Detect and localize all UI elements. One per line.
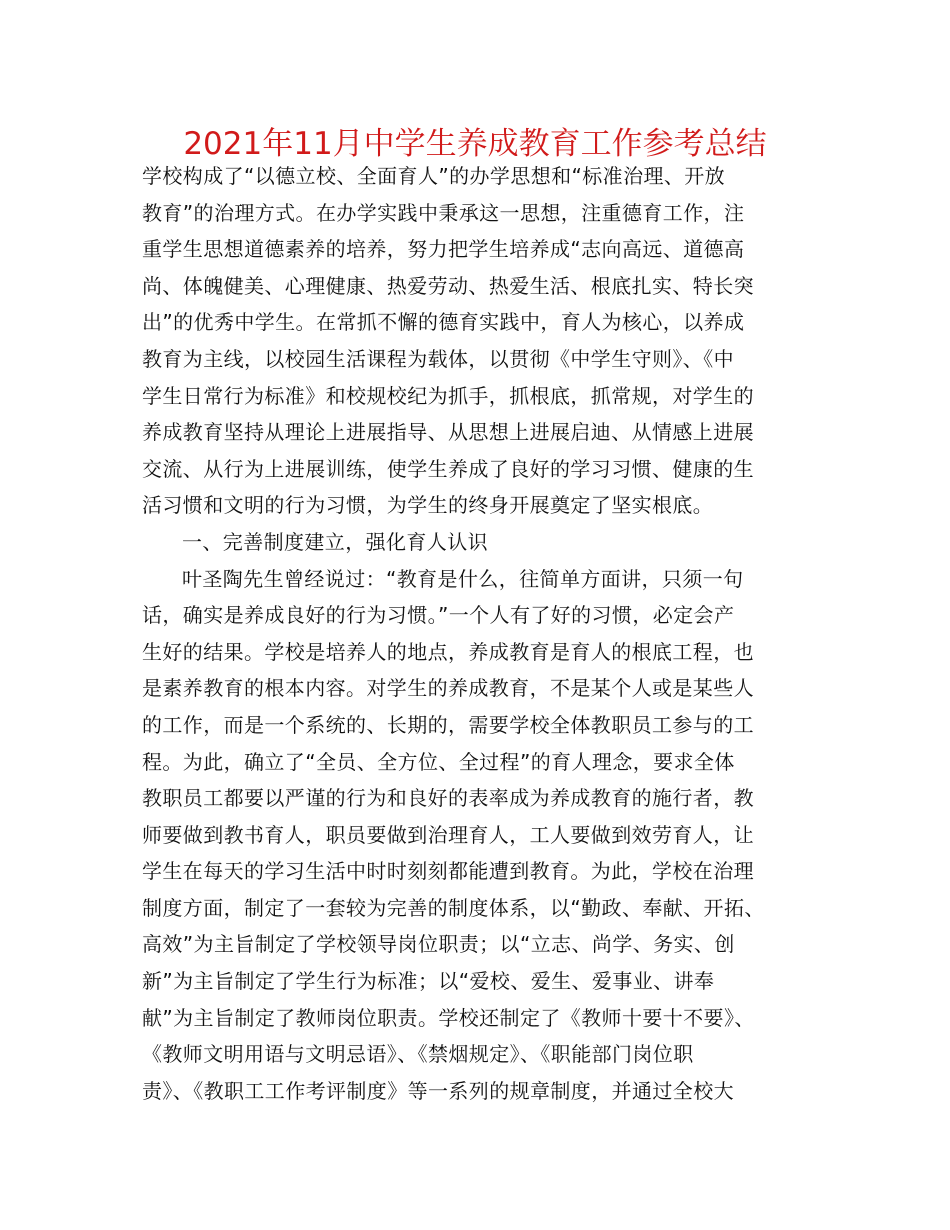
paragraph-line: 制度方面，制定了一套较为完善的制度体系，以“勤政、奉献、开拓、 — [142, 895, 765, 920]
paragraph-line: 教育为主线，以校园生活课程为载体，以贯彻《中学生守则》、《中 — [142, 346, 734, 371]
paragraph-line: 责》、《教职工工作考评制度》等一系列的规章制度，并通过全校大 — [142, 1078, 734, 1103]
paragraph-line: 重学生思想道德素养的培养，努力把学生培养成“志向高远、道德高 — [142, 237, 745, 262]
paragraph-line: 高效”为主旨制定了学校领导岗位职责；以“立志、尚学、务实、创 — [142, 932, 735, 957]
section-heading: 一、完善制度建立，强化育人认识 — [182, 529, 488, 554]
paragraph-line: 尚、体魄健美、心理健康、热爱劳动、热爱生活、根底扎实、特长突 — [142, 273, 754, 298]
document-body — [142, 158, 832, 1109]
paragraph-line: 是素养教育的根本内容。对学生的养成教育，不是某个人或是某些人 — [142, 676, 754, 701]
paragraph-line: 学生日常行为标准》和校规校纪为抓手，抓根底，抓常规，对学生的 — [142, 383, 754, 408]
paragraph-line: 出”的优秀中学生。在常抓不懈的德育实践中，育人为核心，以养成 — [142, 310, 745, 335]
paragraph-line: 学校构成了“以德立校、全面育人”的办学思想和“标准治理、开放 — [142, 164, 726, 188]
document-title: 2021年11月中学生养成教育工作参考总结 — [183, 126, 767, 162]
paragraph-line: 生好的结果。学校是培养人的地点，养成教育是育人的根底工程，也 — [142, 639, 754, 664]
paragraph-line: 新”为主旨制定了学生行为标准；以“爱校、爱生、爱事业、讲奉 — [142, 969, 715, 994]
paragraph-line: 叶圣陶先生曾经说过：“教育是什么，往简单方面讲，只须一句 — [182, 566, 744, 591]
paragraph-line: 活习惯和文明的行为习惯，为学生的终身开展奠定了坚实根底。 — [142, 493, 714, 518]
paragraph-line: 《教师文明用语与文明忌语》、《禁烟规定》、《职能部门岗位职 — [142, 1042, 694, 1067]
paragraph-line: 学生在每天的学习生活中时时刻刻都能遭到教育。为此，学校在治理 — [142, 859, 754, 884]
paragraph-line: 的工作，而是一个系统的、长期的，需要学校全体教职员工参与的工 — [142, 712, 754, 737]
paragraph-line: 教育”的治理方式。在办学实践中秉承这一思想，注重德育工作，注 — [142, 200, 745, 225]
paragraph-line: 教职员工都要以严谨的行为和良好的表率成为养成教育的施行者，教 — [142, 786, 754, 811]
paragraph-line: 献”为主旨制定了教师岗位职责。学校还制定了《教师十要十不要》、 — [142, 1005, 755, 1030]
paragraph-line: 程。为此，确立了“全员、全方位、全过程”的育人理念，要求全体 — [142, 749, 735, 774]
paragraph-line: 话，确实是养成良好的行为习惯。”一个人有了好的习惯，必定会产 — [142, 603, 735, 628]
paragraph-line: 养成教育坚持从理论上进展指导、从思想上进展启迪、从情感上进展 — [142, 420, 754, 445]
paragraph-line: 交流、从行为上进展训练，使学生养成了良好的学习习惯、健康的生 — [142, 456, 754, 481]
paragraph-line: 师要做到教书育人，职员要做到治理育人，工人要做到效劳育人，让 — [142, 822, 754, 847]
